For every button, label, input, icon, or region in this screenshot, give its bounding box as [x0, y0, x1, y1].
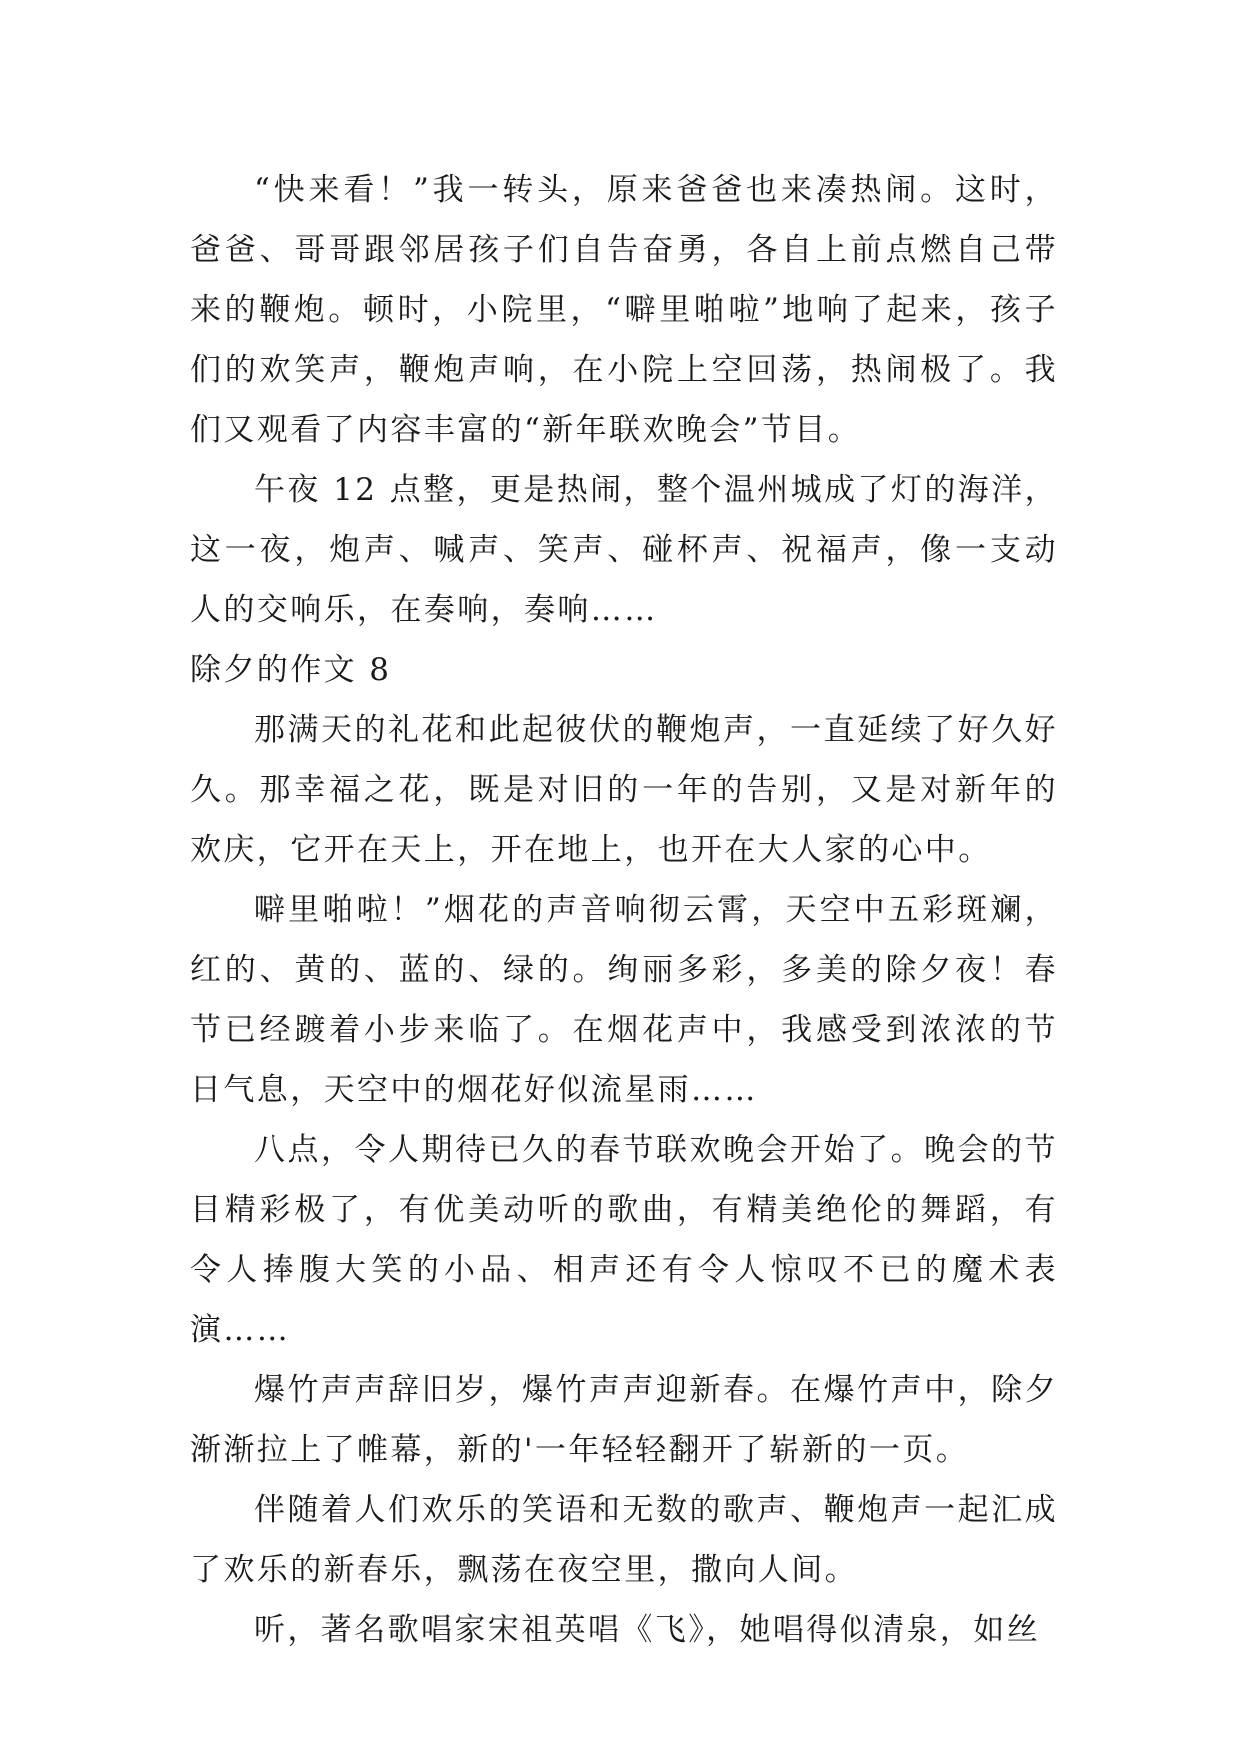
paragraph: 八点，令人期待已久的春节联欢晚会开始了。晚会的节目精彩极了，有优美动听的歌曲，有精美绝伦的舞蹈，有令人捧腹大笑的小品、相声还有令人惊叹不已的魔术表演…… [190, 1132, 1058, 1348]
paragraph: 爆竹声声辞旧岁，爆竹声声迎新春。在爆竹声中，除夕渐渐拉上了帷幕，新的'一年轻轻翻开了崭新的一页。 [190, 1372, 1058, 1468]
paragraph: 噼里啪啦！”烟花的声音响彻云霄，天空中五彩斑斓，红的、黄的、蓝的、绿的。绚丽多彩，多美的除夕夜！春节已经踱着小步来临了。在烟花声中，我感受到浓浓的节日气息，天空中的烟花好似流星雨…… [190, 892, 1058, 1108]
paragraph: “快来看！”我一转头，原来爸爸也来凑热闹。这时，爸爸、哥哥跟邻居孩子们自告奋勇，各自上前点燃自己带来的鞭炮。顿时，小院里，“噼里啪啦”地响了起来，孩子们的欢笑声，鞭炮声响，在小院上空回荡，热闹极了。我们又观看了内容丰富的“新年联欢晚会”节目。 [190, 172, 1058, 448]
paragraph: 那满天的礼花和此起彼伏的鞭炮声，一直延续了好久好久。那幸福之花，既是对旧的一年的告别，又是对新年的欢庆，它开在天上，开在地上，也开在大人家的心中。 [190, 712, 1058, 868]
paragraph: 伴随着人们欢乐的笑语和无数的歌声、鞭炮声一起汇成了欢乐的新春乐，飘荡在夜空里，撒向人间。 [190, 1492, 1058, 1588]
section-heading: 除夕的作文 8 [190, 652, 392, 688]
document-page [190, 160, 1058, 1660]
paragraph: 午夜 12 点整，更是热闹，整个温州城成了灯的海洋，这一夜，炮声、喊声、笑声、碰杯声、祝福声，像一支动人的交响乐，在奏响，奏响…… [190, 472, 1058, 628]
paragraph: 听，著名歌唱家宋祖英唱《飞》，她唱得似清泉，如丝 [254, 1612, 1041, 1648]
